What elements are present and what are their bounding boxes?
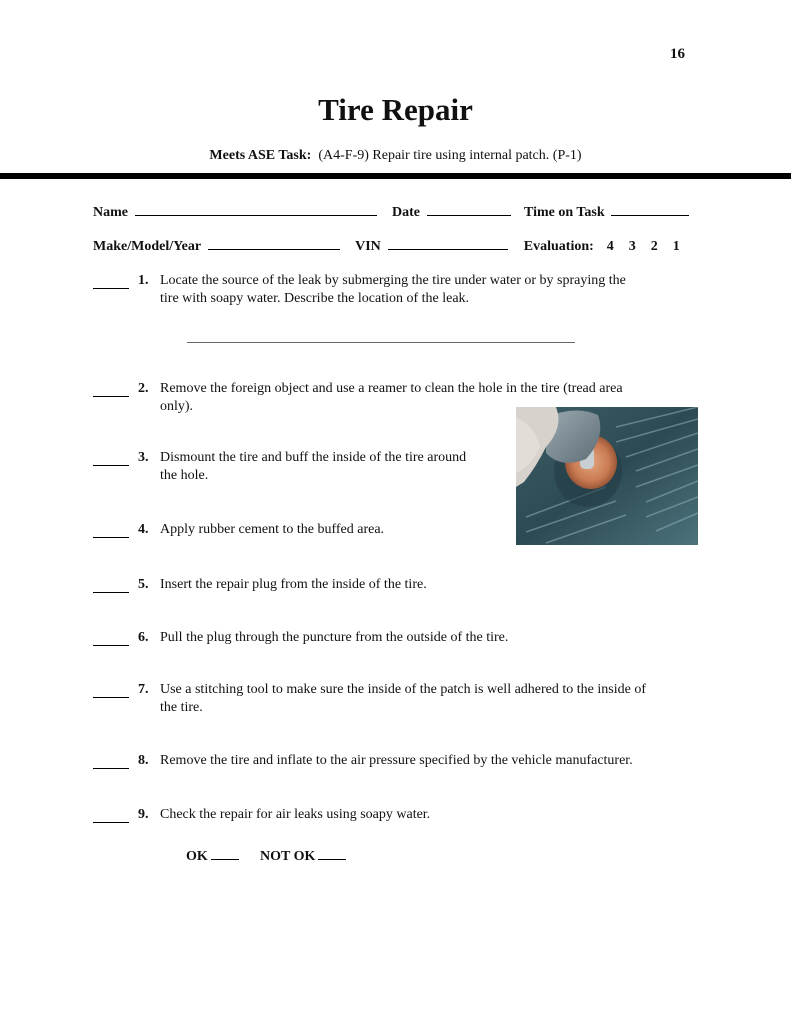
step-checkoff-blank[interactable]: [93, 645, 129, 646]
result-ok: [186, 846, 239, 865]
step-checkoff-blank[interactable]: [93, 768, 129, 769]
step-number: 6.: [138, 630, 149, 645]
result-not-ok: [260, 846, 346, 865]
page-title: Tire Repair: [318, 92, 473, 127]
step-text-line: Remove the foreign object and use a reamer to clean the hole in the tire (tread area: [160, 381, 623, 396]
evaluation-label: Evaluation:: [523, 239, 594, 254]
step-text-line: tire with soapy water. Describe the location of the leak.: [160, 291, 470, 306]
page-number: 16: [670, 46, 685, 62]
date-label: Date: [392, 205, 420, 220]
step-text: [160, 752, 633, 770]
ase-task-text: (A4-F-9) Repair tire using internal patch. (P-1): [318, 148, 582, 163]
step-text: [160, 521, 384, 539]
step-checkoff-blank[interactable]: [93, 288, 129, 289]
step-checkoff-blank[interactable]: [93, 822, 129, 823]
step-text-line: Locate the source of the leak by submerging the tire under water or by spraying the: [160, 273, 626, 288]
header-divider: [0, 173, 791, 179]
evaluation-options: [599, 239, 687, 254]
step-checkoff-blank[interactable]: [93, 465, 129, 466]
step-text: [160, 272, 626, 308]
step-checkoff-blank[interactable]: [93, 537, 129, 538]
not-ok-label: NOT OK: [260, 849, 316, 864]
step-text-line: the hole.: [160, 468, 209, 483]
step-number: 1.: [138, 273, 149, 288]
step-text-line: Use a stitching tool to make sure the inside of the patch is well adhered to the inside of: [160, 682, 646, 697]
name-label: Name: [93, 205, 128, 220]
step-text-line: the tire.: [160, 700, 203, 715]
evaluation-option-1[interactable]: 1: [672, 239, 680, 254]
step-text-line: Remove the tire and inflate to the air pressure specified by the vehicle manufacturer.: [160, 753, 633, 768]
step-text: [160, 629, 508, 647]
make-model-year-field[interactable]: [208, 236, 340, 250]
ok-label: OK: [186, 849, 208, 864]
step-text: [160, 681, 646, 717]
vehicle-info-row: [93, 236, 687, 255]
tire-patch-image: [516, 407, 698, 545]
step-text-line: Pull the plug through the puncture from the outside of the tire.: [160, 630, 509, 645]
step-checkoff-blank[interactable]: [93, 697, 129, 698]
evaluation-option-2[interactable]: 2: [650, 239, 658, 254]
step-text-line: Check the repair for air leaks using soapy water.: [160, 807, 431, 822]
ase-task-label: Meets ASE Task:: [209, 148, 312, 163]
step-number: 8.: [138, 753, 149, 768]
make-model-year-label: Make/Model/Year: [93, 239, 202, 254]
step-text-line: Dismount the tire and buff the inside of the tire around: [160, 450, 467, 465]
step-checkoff-blank[interactable]: [93, 396, 129, 397]
date-field[interactable]: [427, 202, 511, 216]
evaluation-option-4[interactable]: 4: [606, 239, 614, 254]
vin-field[interactable]: [388, 236, 508, 250]
step-text: [160, 449, 466, 485]
step-text-line: Insert the repair plug from the inside of the tire.: [160, 577, 427, 592]
step-number: 3.: [138, 450, 149, 465]
step-number: 7.: [138, 682, 149, 697]
student-info-row: [93, 202, 689, 221]
step-text: [160, 576, 427, 594]
vin-label: VIN: [355, 239, 381, 254]
step-text-line: only).: [160, 399, 194, 414]
time-on-task-field[interactable]: [611, 202, 689, 216]
tire-repair-photo: [516, 407, 698, 545]
evaluation-option-3[interactable]: 3: [628, 239, 636, 254]
step-number: 4.: [138, 522, 149, 537]
time-on-task-label: Time on Task: [524, 205, 605, 220]
step-number: 9.: [138, 807, 149, 822]
step-text-line: Apply rubber cement to the buffed area.: [160, 522, 385, 537]
step-checkoff-blank[interactable]: [93, 592, 129, 593]
step-text: [160, 806, 430, 824]
leak-location-answer-line[interactable]: [187, 342, 575, 343]
ok-blank[interactable]: [211, 846, 239, 860]
ase-task-line: [0, 148, 791, 164]
step-number: 2.: [138, 381, 149, 396]
name-field[interactable]: [135, 202, 377, 216]
step-number: 5.: [138, 577, 149, 592]
not-ok-blank[interactable]: [318, 846, 346, 860]
